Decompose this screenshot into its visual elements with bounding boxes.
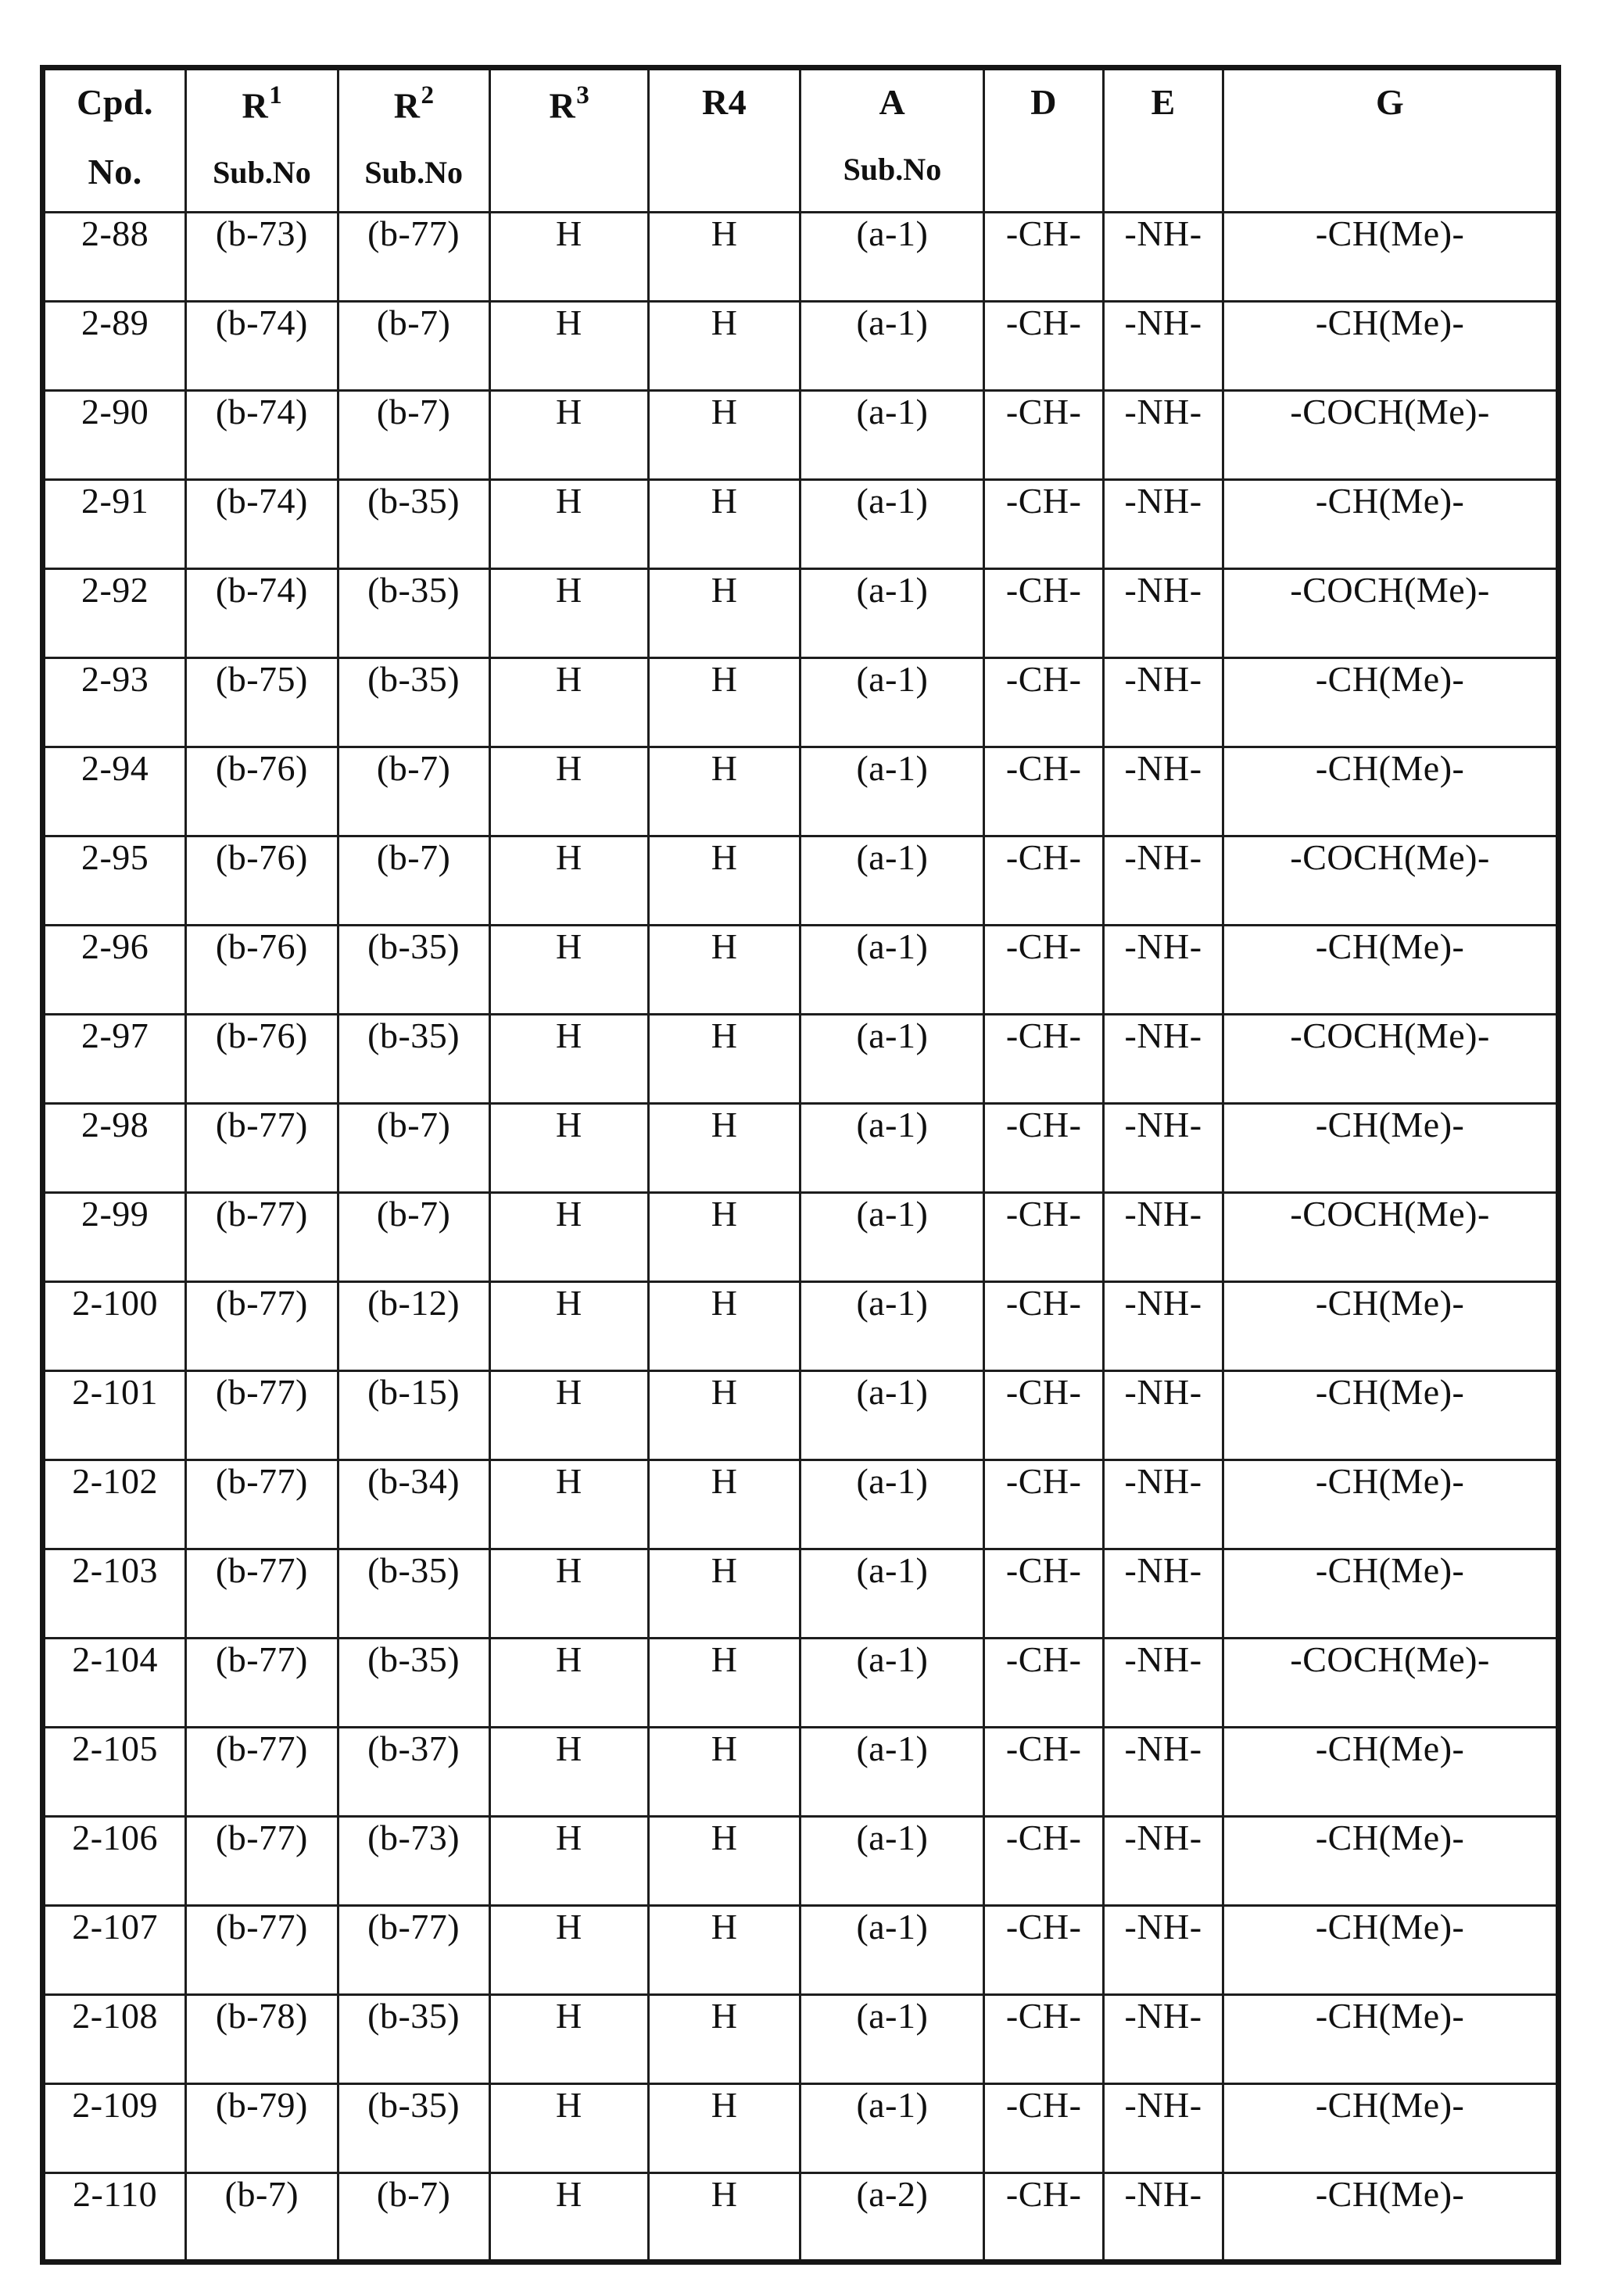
cell-a: (a-1): [800, 302, 984, 391]
cell-r1: (b-78): [186, 1995, 338, 2084]
col-header-r4: [649, 68, 800, 213]
cell-g: -COCH(Me)-: [1223, 1015, 1559, 1104]
cell-r4: H: [649, 1549, 800, 1639]
table-row: [43, 213, 1559, 302]
cell-e: -NH-: [1103, 2173, 1223, 2262]
cell-cpd: 2-91: [43, 480, 186, 569]
header-r1-subno: Sub.No: [213, 154, 311, 190]
cell-r1: (b-77): [186, 1193, 338, 1282]
cell-r3: H: [489, 2173, 648, 2262]
cell-g: -CH(Me)-: [1223, 1104, 1559, 1193]
cell-a: (a-1): [800, 1906, 984, 1995]
cell-cpd: 2-100: [43, 1282, 186, 1371]
cell-r1: (b-77): [186, 1104, 338, 1193]
table-row: [43, 2084, 1559, 2173]
cell-a: (a-1): [800, 1639, 984, 1728]
cell-r4: H: [649, 926, 800, 1015]
cell-cpd: 2-102: [43, 1460, 186, 1549]
cell-g: -CH(Me)-: [1223, 1371, 1559, 1460]
cell-d: -CH-: [984, 1728, 1103, 1817]
cell-e: -NH-: [1103, 302, 1223, 391]
cell-r2: (b-7): [338, 391, 489, 480]
cell-d: -CH-: [984, 1193, 1103, 1282]
table-row: [43, 926, 1559, 1015]
cell-cpd: 2-89: [43, 302, 186, 391]
cell-r1: (b-76): [186, 1015, 338, 1104]
cell-r2: (b-35): [338, 1995, 489, 2084]
cell-r1: (b-75): [186, 658, 338, 747]
cell-r4: H: [649, 1371, 800, 1460]
header-r1-label: $R^1$: [242, 81, 283, 126]
header-r4-label: R4: [702, 82, 747, 122]
cell-cpd: 2-97: [43, 1015, 186, 1104]
col-header-r2: [338, 68, 489, 213]
cell-g: -CH(Me)-: [1223, 747, 1559, 836]
cell-r4: H: [649, 1728, 800, 1817]
cell-d: -CH-: [984, 1282, 1103, 1371]
cell-r3: H: [489, 1282, 648, 1371]
cell-g: -COCH(Me)-: [1223, 391, 1559, 480]
cell-r4: H: [649, 1015, 800, 1104]
cell-d: -CH-: [984, 213, 1103, 302]
cell-g: -CH(Me)-: [1223, 1282, 1559, 1371]
cell-r2: (b-35): [338, 926, 489, 1015]
cell-r4: H: [649, 747, 800, 836]
cell-r4: H: [649, 1460, 800, 1549]
cell-g: -CH(Me)-: [1223, 926, 1559, 1015]
table-row: [43, 1906, 1559, 1995]
cell-r1: (b-74): [186, 391, 338, 480]
cell-cpd: 2-88: [43, 213, 186, 302]
cell-cpd: 2-101: [43, 1371, 186, 1460]
cell-d: -CH-: [984, 1015, 1103, 1104]
cell-d: -CH-: [984, 1995, 1103, 2084]
cell-e: -NH-: [1103, 480, 1223, 569]
header-e-label: E: [1151, 82, 1176, 122]
cell-r3: H: [489, 1728, 648, 1817]
cell-g: -CH(Me)-: [1223, 2084, 1559, 2173]
cell-r3: H: [489, 836, 648, 926]
cell-r4: H: [649, 2084, 800, 2173]
cell-cpd: 2-104: [43, 1639, 186, 1728]
cell-r3: H: [489, 569, 648, 658]
cell-r2: (b-35): [338, 658, 489, 747]
cell-g: -CH(Me)-: [1223, 302, 1559, 391]
cell-e: -NH-: [1103, 1817, 1223, 1906]
col-header-cpd-no: [43, 68, 186, 213]
cell-r1: (b-77): [186, 1639, 338, 1728]
cell-d: -CH-: [984, 2173, 1103, 2262]
table-row: [43, 1015, 1559, 1104]
cell-r1: (b-77): [186, 1282, 338, 1371]
header-a-label: A: [879, 82, 906, 122]
cell-g: -CH(Me)-: [1223, 480, 1559, 569]
cell-d: -CH-: [984, 391, 1103, 480]
cell-a: (a-1): [800, 658, 984, 747]
col-header-g: [1223, 68, 1559, 213]
cell-cpd: 2-103: [43, 1549, 186, 1639]
cell-r4: H: [649, 302, 800, 391]
cell-d: -CH-: [984, 1817, 1103, 1906]
cell-r4: H: [649, 1193, 800, 1282]
cell-e: -NH-: [1103, 569, 1223, 658]
cell-r3: H: [489, 302, 648, 391]
cell-r1: (b-73): [186, 213, 338, 302]
cell-r1: (b-76): [186, 747, 338, 836]
cell-r4: H: [649, 213, 800, 302]
cell-e: -NH-: [1103, 747, 1223, 836]
cell-cpd: 2-94: [43, 747, 186, 836]
cell-r2: (b-7): [338, 836, 489, 926]
cell-g: -CH(Me)-: [1223, 1995, 1559, 2084]
cell-r3: H: [489, 1460, 648, 1549]
cell-r2: (b-35): [338, 1015, 489, 1104]
cell-g: -COCH(Me)-: [1223, 1639, 1559, 1728]
cell-g: -CH(Me)-: [1223, 1817, 1559, 1906]
cell-cpd: 2-93: [43, 658, 186, 747]
cell-cpd: 2-108: [43, 1995, 186, 2084]
header-r3-label: $R^3$: [549, 81, 590, 126]
cell-cpd: 2-106: [43, 1817, 186, 1906]
cell-cpd: 2-98: [43, 1104, 186, 1193]
cell-e: -NH-: [1103, 1104, 1223, 1193]
cell-g: -COCH(Me)-: [1223, 836, 1559, 926]
cell-cpd: 2-92: [43, 569, 186, 658]
cell-a: (a-1): [800, 1460, 984, 1549]
cell-a: (a-1): [800, 1282, 984, 1371]
cell-e: -NH-: [1103, 1193, 1223, 1282]
cell-e: -NH-: [1103, 658, 1223, 747]
cell-a: (a-1): [800, 836, 984, 926]
cell-r1: (b-74): [186, 569, 338, 658]
cell-r3: H: [489, 1906, 648, 1995]
cell-a: (a-1): [800, 391, 984, 480]
header-row: [43, 68, 1559, 213]
table-row: [43, 302, 1559, 391]
col-header-r3: [489, 68, 648, 213]
cell-r2: (b-35): [338, 2084, 489, 2173]
cell-d: -CH-: [984, 658, 1103, 747]
cell-r1: (b-7): [186, 2173, 338, 2262]
cell-r4: H: [649, 836, 800, 926]
cell-e: -NH-: [1103, 1282, 1223, 1371]
table-row: [43, 391, 1559, 480]
table-body: [43, 213, 1559, 2262]
cell-d: -CH-: [984, 747, 1103, 836]
cell-d: -CH-: [984, 569, 1103, 658]
cell-r3: H: [489, 1549, 648, 1639]
cell-cpd: 2-105: [43, 1728, 186, 1817]
table-row: [43, 747, 1559, 836]
cell-r2: (b-7): [338, 1193, 489, 1282]
cell-a: (a-1): [800, 569, 984, 658]
cell-d: -CH-: [984, 836, 1103, 926]
cell-r4: H: [649, 2173, 800, 2262]
cell-g: -CH(Me)-: [1223, 1549, 1559, 1639]
cell-g: -CH(Me)-: [1223, 658, 1559, 747]
cell-d: -CH-: [984, 2084, 1103, 2173]
table-row: [43, 2173, 1559, 2262]
cell-d: -CH-: [984, 1371, 1103, 1460]
cell-r3: H: [489, 391, 648, 480]
header-g-label: G: [1375, 82, 1405, 122]
cell-d: -CH-: [984, 926, 1103, 1015]
header-no-label: No.: [88, 151, 142, 192]
table-row: [43, 1282, 1559, 1371]
cell-cpd: 2-95: [43, 836, 186, 926]
compound-table: [40, 65, 1561, 2265]
table-row: [43, 1995, 1559, 2084]
cell-r2: (b-37): [338, 1728, 489, 1817]
cell-g: -COCH(Me)-: [1223, 569, 1559, 658]
cell-r2: (b-7): [338, 747, 489, 836]
table-row: [43, 1104, 1559, 1193]
cell-cpd: 2-109: [43, 2084, 186, 2173]
cell-r2: (b-35): [338, 1639, 489, 1728]
cell-r1: (b-79): [186, 2084, 338, 2173]
cell-r3: H: [489, 1193, 648, 1282]
cell-g: -CH(Me)-: [1223, 2173, 1559, 2262]
header-a-subno: Sub.No: [843, 151, 942, 187]
cell-r4: H: [649, 1817, 800, 1906]
cell-r4: H: [649, 1906, 800, 1995]
cell-r3: H: [489, 1104, 648, 1193]
cell-r3: H: [489, 1015, 648, 1104]
table-row: [43, 1371, 1559, 1460]
cell-e: -NH-: [1103, 1015, 1223, 1104]
cell-a: (a-1): [800, 1193, 984, 1282]
cell-a: (a-1): [800, 1817, 984, 1906]
cell-d: -CH-: [984, 1104, 1103, 1193]
cell-r1: (b-77): [186, 1549, 338, 1639]
cell-r2: (b-77): [338, 213, 489, 302]
cell-cpd: 2-90: [43, 391, 186, 480]
cell-g: -CH(Me)-: [1223, 213, 1559, 302]
cell-d: -CH-: [984, 1639, 1103, 1728]
col-header-a: [800, 68, 984, 213]
cell-r2: (b-7): [338, 2173, 489, 2262]
cell-r1: (b-77): [186, 1817, 338, 1906]
header-r2-label: $R^2$: [393, 81, 435, 126]
table-row: [43, 569, 1559, 658]
cell-r3: H: [489, 1817, 648, 1906]
table-row: [43, 480, 1559, 569]
cell-r4: H: [649, 480, 800, 569]
cell-cpd: 2-107: [43, 1906, 186, 1995]
table-row: [43, 658, 1559, 747]
cell-r3: H: [489, 1371, 648, 1460]
cell-d: -CH-: [984, 480, 1103, 569]
cell-r2: (b-7): [338, 302, 489, 391]
cell-r3: H: [489, 747, 648, 836]
cell-e: -NH-: [1103, 391, 1223, 480]
cell-r1: (b-77): [186, 1460, 338, 1549]
cell-d: -CH-: [984, 1549, 1103, 1639]
cell-a: (a-1): [800, 1728, 984, 1817]
cell-e: -NH-: [1103, 926, 1223, 1015]
cell-d: -CH-: [984, 1906, 1103, 1995]
cell-r2: (b-34): [338, 1460, 489, 1549]
cell-a: (a-1): [800, 747, 984, 836]
cell-r3: H: [489, 1995, 648, 2084]
cell-cpd: 2-99: [43, 1193, 186, 1282]
cell-r3: H: [489, 2084, 648, 2173]
cell-r2: (b-35): [338, 480, 489, 569]
cell-g: -COCH(Me)-: [1223, 1193, 1559, 1282]
cell-r1: (b-76): [186, 836, 338, 926]
table-row: [43, 1460, 1559, 1549]
cell-d: -CH-: [984, 1460, 1103, 1549]
header-cpd-label: Cpd.: [77, 82, 154, 122]
cell-r4: H: [649, 1995, 800, 2084]
cell-r4: H: [649, 1639, 800, 1728]
cell-a: (a-1): [800, 213, 984, 302]
cell-r1: (b-74): [186, 302, 338, 391]
cell-r1: (b-77): [186, 1728, 338, 1817]
col-header-e: [1103, 68, 1223, 213]
cell-cpd: 2-96: [43, 926, 186, 1015]
table-row: [43, 1193, 1559, 1282]
cell-e: -NH-: [1103, 1371, 1223, 1460]
cell-r2: (b-35): [338, 1549, 489, 1639]
cell-a: (a-2): [800, 2173, 984, 2262]
cell-r4: H: [649, 569, 800, 658]
cell-r3: H: [489, 658, 648, 747]
cell-r4: H: [649, 658, 800, 747]
cell-r4: H: [649, 1104, 800, 1193]
cell-r1: (b-74): [186, 480, 338, 569]
cell-g: -CH(Me)-: [1223, 1728, 1559, 1817]
cell-a: (a-1): [800, 1104, 984, 1193]
cell-e: -NH-: [1103, 1728, 1223, 1817]
cell-e: -NH-: [1103, 213, 1223, 302]
cell-r2: (b-73): [338, 1817, 489, 1906]
cell-e: -NH-: [1103, 1639, 1223, 1728]
cell-e: -NH-: [1103, 1995, 1223, 2084]
col-header-d: [984, 68, 1103, 213]
col-header-r1: [186, 68, 338, 213]
cell-a: (a-1): [800, 1995, 984, 2084]
cell-a: (a-1): [800, 2084, 984, 2173]
cell-r1: (b-76): [186, 926, 338, 1015]
cell-a: (a-1): [800, 1549, 984, 1639]
cell-r3: H: [489, 926, 648, 1015]
cell-r2: (b-15): [338, 1371, 489, 1460]
header-d-label: D: [1030, 82, 1058, 122]
table-row: [43, 1639, 1559, 1728]
cell-r3: H: [489, 480, 648, 569]
cell-e: -NH-: [1103, 1460, 1223, 1549]
cell-a: (a-1): [800, 480, 984, 569]
cell-r2: (b-77): [338, 1906, 489, 1995]
cell-e: -NH-: [1103, 836, 1223, 926]
cell-d: -CH-: [984, 302, 1103, 391]
table-row: [43, 1728, 1559, 1817]
cell-r4: H: [649, 391, 800, 480]
cell-a: (a-1): [800, 926, 984, 1015]
cell-r2: (b-12): [338, 1282, 489, 1371]
table-row: [43, 836, 1559, 926]
table-row: [43, 1817, 1559, 1906]
cell-r3: H: [489, 213, 648, 302]
cell-r3: H: [489, 1639, 648, 1728]
cell-cpd: 2-110: [43, 2173, 186, 2262]
cell-e: -NH-: [1103, 2084, 1223, 2173]
cell-r1: (b-77): [186, 1371, 338, 1460]
cell-r1: (b-77): [186, 1906, 338, 1995]
cell-r2: (b-35): [338, 569, 489, 658]
cell-e: -NH-: [1103, 1906, 1223, 1995]
cell-g: -CH(Me)-: [1223, 1906, 1559, 1995]
cell-r4: H: [649, 1282, 800, 1371]
cell-r2: (b-7): [338, 1104, 489, 1193]
cell-a: (a-1): [800, 1015, 984, 1104]
header-r2-subno: Sub.No: [364, 154, 463, 190]
cell-e: -NH-: [1103, 1549, 1223, 1639]
table-row: [43, 1549, 1559, 1639]
cell-g: -CH(Me)-: [1223, 1460, 1559, 1549]
cell-a: (a-1): [800, 1371, 984, 1460]
